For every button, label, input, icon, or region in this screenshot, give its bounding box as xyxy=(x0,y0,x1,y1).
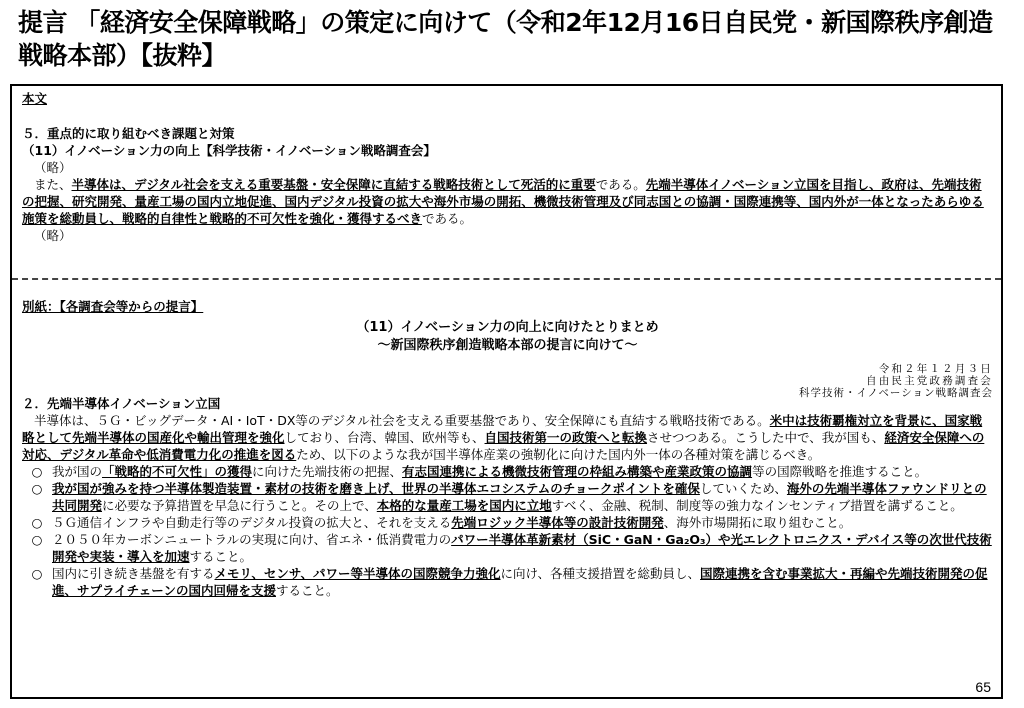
emphasis-span: 自国技術第一の政策へと転換 xyxy=(484,430,648,445)
emphasis-span: 「戦略的不可欠性」の獲得 xyxy=(102,464,253,479)
emphasis-span: 我が国が強みを持つ半導体製造装置・素材の技術を磨き上げ、世界の半導体エコシステムのチョークポイントを確保 xyxy=(52,481,700,496)
appendix-title: （11）イノベーション力の向上に向けたとりまとめ xyxy=(356,320,659,335)
emphasis-span: 有志国連携による機微技術管理の枠組み構築や産業政策の協調 xyxy=(402,464,753,479)
circle-bullet-icon: ○ xyxy=(31,532,43,547)
heading-2: ２．先端半導体イノベーション立国 xyxy=(22,396,221,411)
omission-2: （略） xyxy=(34,228,72,243)
text-span: していくため、 xyxy=(699,481,787,496)
text-span: に向けた先端技術の把握、 xyxy=(252,464,403,479)
main-paragraph xyxy=(22,176,993,227)
content-frame xyxy=(10,84,1003,699)
omission-1: （略） xyxy=(34,160,72,175)
appendix-section xyxy=(22,298,993,599)
text-span: ため、以下のような我が国半導体産業の強靭化に向けた国内外一体の各種対策を講じるべき。 xyxy=(296,447,821,462)
bullet-item-4 xyxy=(22,531,993,565)
text-span: すること。 xyxy=(276,583,339,598)
text-span: 等の国際戦略を推進すること。 xyxy=(752,464,928,479)
appendix-subtitle: ～新国際秩序創造戦略本部の提言に向けて～ xyxy=(377,338,638,353)
emphasis-span: 海外の先端半導体ファウンドリとの共同開発 xyxy=(52,481,987,513)
text-span: 国内に引き続き基盤を有する xyxy=(52,566,215,581)
emphasis-span: 米中は技術覇権対立を背景に、国家戦略として先端半導体の国産化や輸出管理を強化 xyxy=(22,413,983,445)
bullet-item-1 xyxy=(22,463,993,480)
text-span: に必要な予算措置を早急に行うこと。その上で、 xyxy=(102,498,377,513)
text-span: である。 xyxy=(595,177,646,192)
dashed-divider xyxy=(12,278,1001,280)
emphasis-span: 経済安全保障への対応、デジタル革命や低消費電力化の推進を図る xyxy=(22,430,985,462)
text-span: 、海外市場開拓に取り組むこと。 xyxy=(663,515,852,530)
emphasis-span: パワー半導体革新素材（SiC・GaN・Ga₂O₃）や光エレクトロニクス・デバイス等の次世代技術開発や実装・導入を加速 xyxy=(52,532,992,564)
text-span: 我が国の xyxy=(52,464,103,479)
text-span: ５Ｇ通信インフラや自動走行等のデジタル投資の拡大と、それを支える xyxy=(52,515,452,530)
section-label-honbun: 本文 xyxy=(22,91,48,106)
heading-11: （11）イノベーション力の向上【科学技術・イノベーション戦略調査会】 xyxy=(22,143,436,158)
text-span: ２０５０年カーボンニュートラルの実現に向け、省エネ・低消費電力の xyxy=(52,532,452,547)
text-span: 半導体は、５Ｇ・ビッグデータ・AI・IoT・DX等のデジタル社会を支える重要基盤であり、安全保障にも直結する戦略技術である。 xyxy=(34,413,770,428)
bullet-item-5 xyxy=(22,565,993,599)
circle-bullet-icon: ○ xyxy=(31,566,43,581)
date-line: 令和２年１２月３日 xyxy=(878,363,993,375)
appendix-label: 別紙：【各調査会等からの提言】 xyxy=(22,299,204,314)
text-span: また、 xyxy=(34,177,72,192)
emphasis-span: 半導体は、デジタル社会を支える重要基盤・安全保障に直結する戦略技術として死活的に重要 xyxy=(71,177,596,192)
text-span: である。 xyxy=(422,211,473,226)
text-span: しており、台湾、韓国、欧州等も、 xyxy=(284,430,485,445)
emphasis-span: 本格的な量産工場を国内に立地 xyxy=(376,498,552,513)
bullet-item-3 xyxy=(22,514,993,531)
org-line-1: 自由民主党政務調査会 xyxy=(866,375,993,387)
org-line-2: 科学技術・イノベーション戦略調査会 xyxy=(798,387,993,399)
circle-bullet-icon: ○ xyxy=(31,464,43,479)
text-span: すること。 xyxy=(189,549,253,564)
circle-bullet-icon: ○ xyxy=(31,481,43,496)
intro-paragraph xyxy=(22,412,993,463)
emphasis-span: メモリ、センサ、パワー等半導体の国際競争力強化 xyxy=(214,566,501,581)
text-span: させつつある。こうした中で、我が国も、 xyxy=(647,430,885,445)
emphasis-span: 国際連携を含む事業拡大・再編や先端技術開発の促進、サプライチェーンの国内回帰を支援 xyxy=(52,566,988,598)
page-number: 65 xyxy=(975,679,991,695)
emphasis-span: 先端半導体イノベーション立国を目指し、政府は、先端技術の把握、研究開発、量産工場の国内立地促進、国内デジタル投資の拡大や海外市場の開拓、機微技術管理及び同志国との協調・国際連携等、国内外が一体となったあらゆる施策を総動員し、戦略的自律性と戦略的不可欠性を強化・獲得するべき xyxy=(22,177,984,226)
page-title: 提言 「経済安全保障戦略」の策定に向けて（令和2年12月16日自民党・新国際秩序創造戦略本部）【抜粋】 xyxy=(18,8,993,70)
circle-bullet-icon: ○ xyxy=(31,515,43,530)
heading-5: ５．重点的に取り組むべき課題と対策 xyxy=(22,126,235,141)
main-text-section xyxy=(22,90,993,244)
emphasis-span: 先端ロジック半導体等の設計技術開発 xyxy=(451,515,664,530)
text-span: に向け、各種支援措置を総動員し、 xyxy=(500,566,701,581)
text-span: すべく、金融、税制、制度等の強力なインセンティブ措置を講ずること。 xyxy=(551,498,963,513)
bullet-item-2 xyxy=(22,480,993,514)
